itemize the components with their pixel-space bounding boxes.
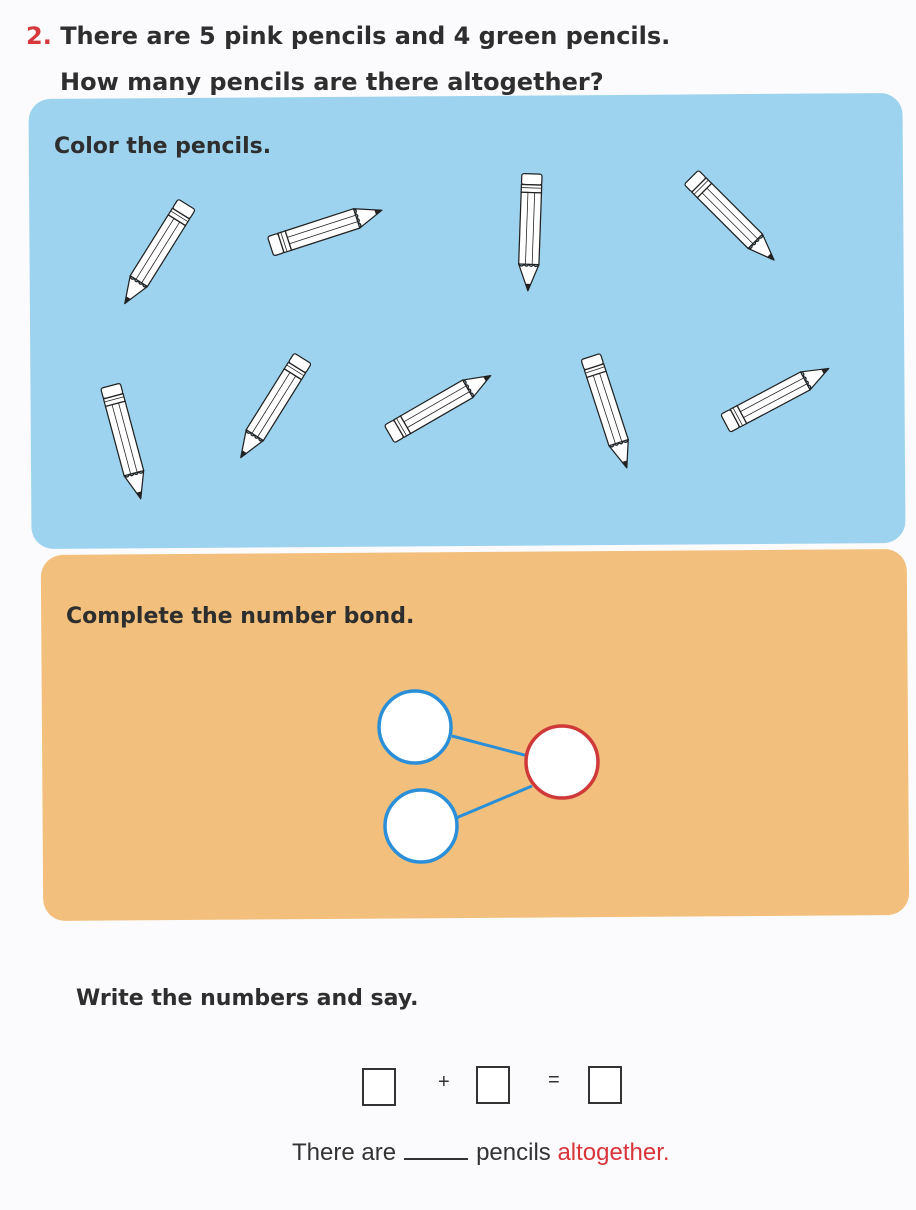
sentence-end: altogether. <box>557 1139 670 1166</box>
sum-box[interactable] <box>588 1066 622 1104</box>
question-number: 2. <box>26 22 52 50</box>
plus-sign: + <box>438 1071 450 1093</box>
pencil-4[interactable] <box>656 142 806 292</box>
bond-instruction: Complete the number bond. <box>66 604 415 629</box>
addend-box-1[interactable] <box>362 1068 396 1106</box>
sentence-middle: pencils <box>476 1139 551 1166</box>
addend-box-2[interactable] <box>476 1066 510 1104</box>
bond-line-bottom <box>456 786 532 818</box>
bond-part-circle-top[interactable] <box>379 691 451 763</box>
pencil-3[interactable] <box>455 155 605 305</box>
pencil-8[interactable] <box>533 335 683 485</box>
answer-blank[interactable] <box>404 1138 468 1160</box>
sentence-start: There are <box>292 1139 397 1166</box>
number-bond <box>360 678 620 878</box>
pencil-9[interactable] <box>700 322 850 472</box>
question-line-2: How many pencils are there altogether? <box>60 68 604 96</box>
pencil-5[interactable] <box>50 365 200 515</box>
bond-whole-circle[interactable] <box>526 726 598 798</box>
pencil-2[interactable] <box>249 154 399 304</box>
bond-line-top <box>452 736 528 756</box>
pencil-6[interactable] <box>198 331 348 481</box>
question-text-1: There are 5 pink pencils and 4 green pencils. <box>60 22 671 50</box>
write-instruction: Write the numbers and say. <box>76 986 419 1011</box>
color-instruction: Color the pencils. <box>54 134 272 159</box>
bond-part-circle-bottom[interactable] <box>385 790 457 862</box>
answer-sentence <box>292 1138 670 1167</box>
question-line-1 <box>26 22 670 50</box>
pencil-7[interactable] <box>363 331 513 481</box>
pencil-1[interactable] <box>82 177 232 327</box>
equals-sign: = <box>548 1069 560 1091</box>
